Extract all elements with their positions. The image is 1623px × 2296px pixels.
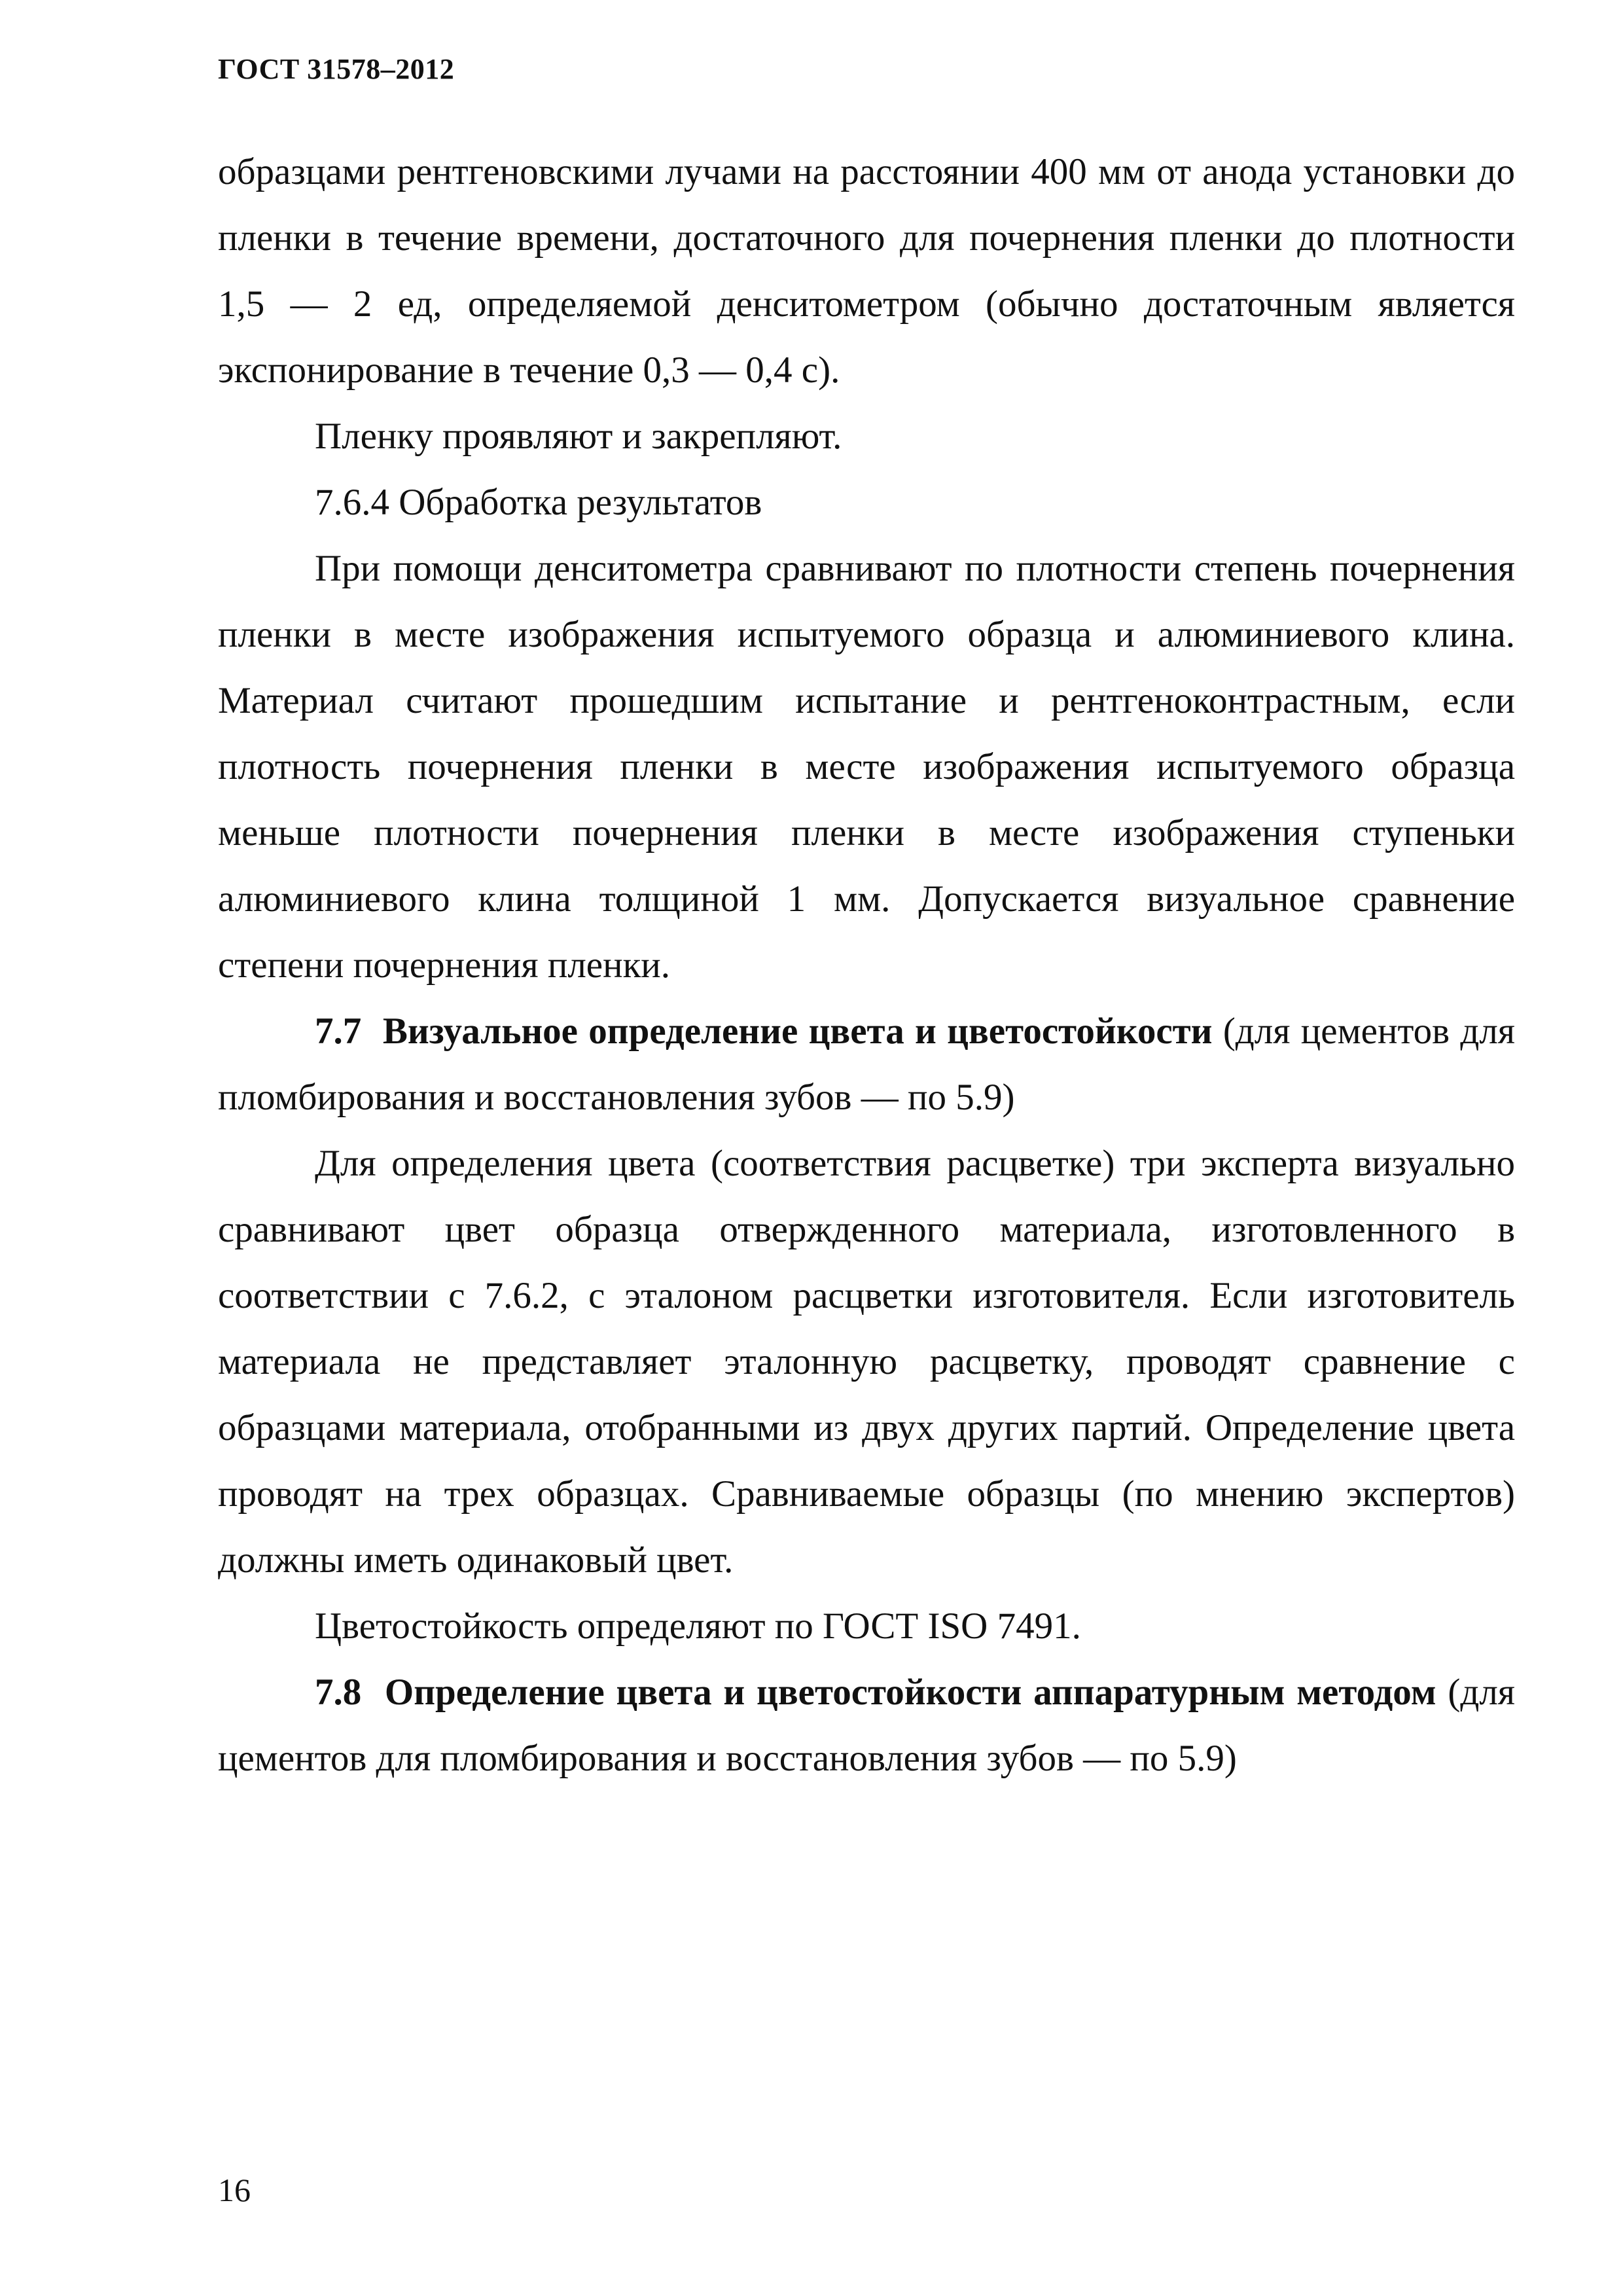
subsection-heading-7-6-4: 7.6.4 Обработка результатов [315,482,762,523]
paragraph-color-determination: Для определения цвета (соответствия расцветке) три эксперта визуально сравнивают цвет образца отвержденного материала, изготовленного в соответствии с 7.6.2, с эталоном расцветки изготовителя. Если изготовитель материала не представляет эталонную расцветку, проводят сравнение с образцами материала, отобранными из двух других партий. Определение цвета проводят на трех образцах. Сравниваемые образцы (по мнению экспертов) должны иметь одинаковый цвет. [218,1143,1515,1581]
section-heading-7-8 [218,1659,1515,1791]
paragraph-results-processing: При помощи денситометра сравнивают по плотности степень почернения пленки в месте изображения испытуемого образца и алюминиевого клина. Материал считают прошедшим испытание и рентгеноконтрастным, если плотность почернения пленки в месте изображения испытуемого образца меньше плотности почернения пленки в месте изображения ступеньки алюминиевого клина толщиной 1 мм. Допускается визуальное сравнение степени почернения пленки. [218,548,1515,986]
section-title-7-8: Определение цвета и цветостойкости аппаратурным методом [384,1672,1436,1713]
section-note-7-7: (для цементов для пломбирования и восстановления зубов — по 5.9) [218,1011,1516,1118]
document-body [218,139,1515,1791]
document-header: ГОСТ 31578–2012 [218,53,455,85]
section-note-7-8: (для цементов для пломбирования и восстановления зубов — по 5.9) [218,1672,1516,1779]
section-title-7-7: Визуальное определение цвета и цветостойкости [382,1011,1213,1052]
paragraph-radiography-exposure: образцами рентгеновскими лучами на расстоянии 400 мм от анода установки до пленки в течение времени, достаточного для почернения пленки до плотности 1,5 — 2 ед, определяемой денситометром (обычно достаточным является экспонирование в течение 0,3 — 0,4 с). [218,151,1515,391]
paragraph-colorfastness: Цветостойкость определяют по ГОСТ ISO 7491. [315,1605,1081,1647]
section-number-7-7: 7.7 [315,1011,362,1052]
section-number-7-8: 7.8 [315,1672,362,1713]
page-number: 16 [218,2172,251,2208]
section-heading-7-7 [218,998,1515,1130]
paragraph-film-develop: Пленку проявляют и закрепляют. [315,416,842,457]
